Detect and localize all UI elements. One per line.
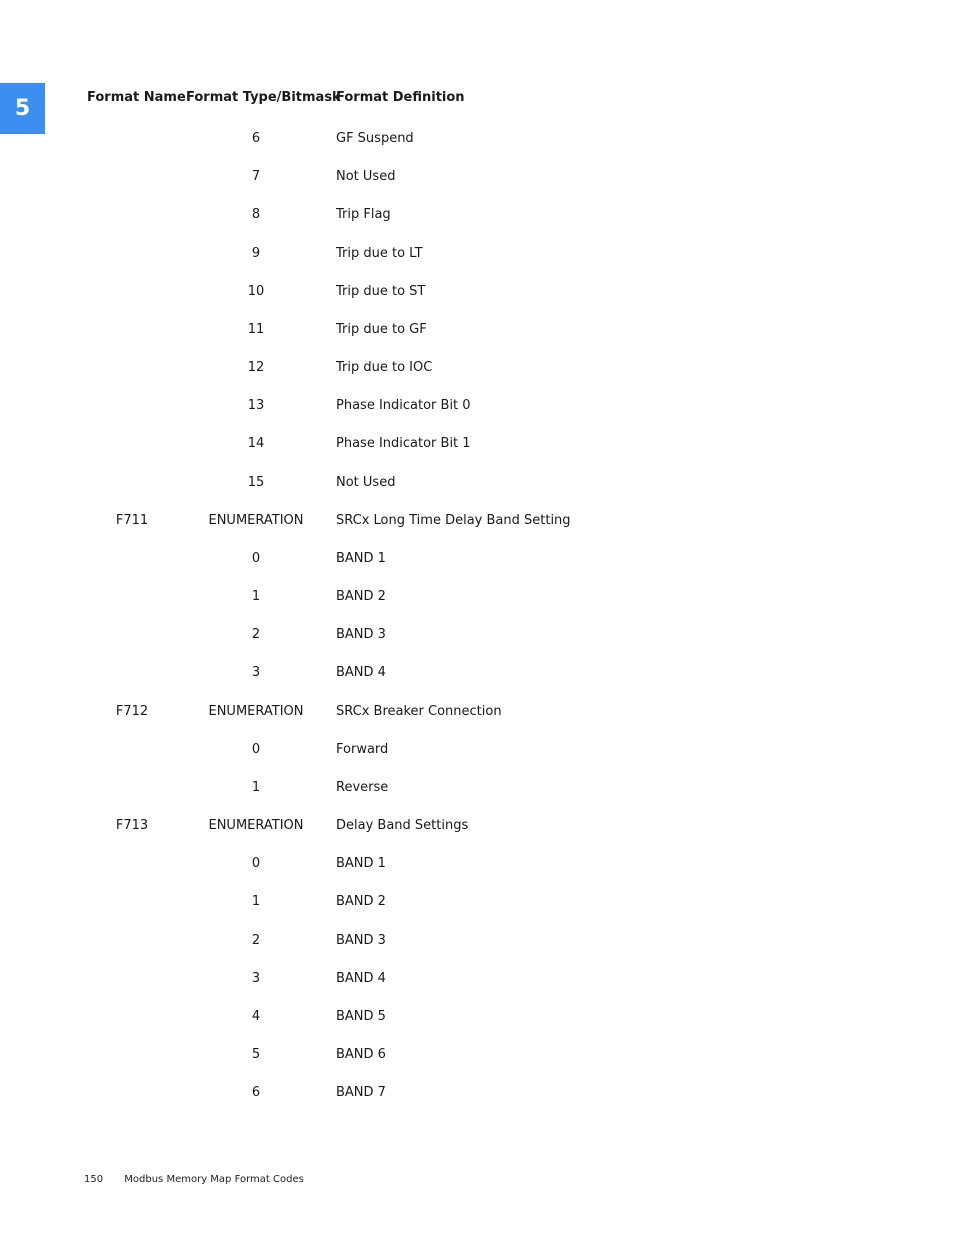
format-definition-cell: BAND 7: [336, 1085, 386, 1100]
format-definition-cell: Forward: [336, 742, 389, 757]
table-row: [0, 589, 954, 609]
format-type-cell: 5: [251, 1047, 261, 1062]
table-row: [0, 856, 954, 876]
format-definition-cell: SRCx Breaker Connection: [336, 704, 502, 719]
format-definition-cell: BAND 6: [336, 1047, 386, 1062]
format-definition-cell: Phase Indicator Bit 0: [336, 398, 471, 413]
table-row: [0, 971, 954, 991]
format-name-cell: F711: [115, 513, 149, 528]
format-definition-cell: BAND 2: [336, 589, 386, 604]
table-row: [0, 475, 954, 495]
table-header: [0, 90, 954, 110]
format-type-cell: 11: [247, 322, 265, 337]
header-format-type: Format Type/Bitmask: [186, 90, 341, 105]
table-row: [0, 169, 954, 189]
table-row: [0, 933, 954, 953]
format-definition-cell: BAND 4: [336, 971, 386, 986]
format-type-cell: 2: [251, 933, 261, 948]
format-type-cell: ENUMERATION: [208, 704, 304, 719]
table-row: [0, 1085, 954, 1105]
table-row: [0, 551, 954, 571]
table-row: [0, 1009, 954, 1029]
format-definition-cell: BAND 1: [336, 551, 386, 566]
table-row: [0, 704, 954, 724]
format-type-cell: 3: [251, 971, 261, 986]
format-type-cell: 3: [251, 665, 261, 680]
table-row: [0, 513, 954, 533]
format-type-cell: 0: [251, 742, 261, 757]
format-type-cell: 10: [247, 284, 265, 299]
header-format-definition: Format Definition: [336, 90, 465, 105]
format-type-cell: 4: [251, 1009, 261, 1024]
format-type-cell: 2: [251, 627, 261, 642]
format-name-cell: F712: [115, 704, 149, 719]
format-type-cell: 15: [247, 475, 265, 490]
format-type-cell: 1: [251, 894, 261, 909]
format-definition-cell: Phase Indicator Bit 1: [336, 436, 471, 451]
format-definition-cell: Delay Band Settings: [336, 818, 469, 833]
format-definition-cell: BAND 1: [336, 856, 386, 871]
chapter-tab: 5: [0, 83, 45, 134]
table-row: [0, 131, 954, 151]
format-type-cell: 12: [247, 360, 265, 375]
format-type-cell: 1: [251, 780, 261, 795]
table-row: [0, 398, 954, 418]
format-definition-cell: Not Used: [336, 475, 396, 490]
format-definition-cell: Not Used: [336, 169, 396, 184]
format-type-cell: 6: [251, 131, 261, 146]
page-footer: [84, 1174, 304, 1185]
table-row: [0, 780, 954, 800]
table-row: [0, 627, 954, 647]
format-definition-cell: Trip due to ST: [336, 284, 426, 299]
table-row: [0, 1047, 954, 1067]
format-type-cell: ENUMERATION: [208, 818, 304, 833]
format-definition-cell: Trip due to GF: [336, 322, 427, 337]
format-definition-cell: BAND 4: [336, 665, 386, 680]
format-definition-cell: SRCx Long Time Delay Band Setting: [336, 513, 571, 528]
format-type-cell: 13: [247, 398, 265, 413]
table-row: [0, 360, 954, 380]
format-type-cell: 7: [251, 169, 261, 184]
table-row: [0, 207, 954, 227]
header-format-name: Format Name: [87, 90, 186, 105]
format-definition-cell: Reverse: [336, 780, 389, 795]
format-type-cell: 1: [251, 589, 261, 604]
table-row: [0, 436, 954, 456]
format-definition-cell: BAND 5: [336, 1009, 386, 1024]
table-row: [0, 284, 954, 304]
table-row: [0, 322, 954, 342]
format-type-cell: 14: [247, 436, 265, 451]
table-row: [0, 742, 954, 762]
format-definition-cell: BAND 3: [336, 627, 386, 642]
format-type-cell: 8: [251, 207, 261, 222]
format-definition-cell: Trip due to LT: [336, 246, 423, 261]
table-row: [0, 246, 954, 266]
format-definition-cell: Trip due to IOC: [336, 360, 433, 375]
format-definition-cell: Trip Flag: [336, 207, 391, 222]
format-type-cell: 0: [251, 856, 261, 871]
format-type-cell: 6: [251, 1085, 261, 1100]
footer-section-title: Modbus Memory Map Format Codes: [124, 1174, 304, 1185]
format-definition-cell: BAND 2: [336, 894, 386, 909]
table-row: [0, 818, 954, 838]
format-type-cell: 0: [251, 551, 261, 566]
format-type-cell: ENUMERATION: [208, 513, 304, 528]
format-definition-cell: GF Suspend: [336, 131, 414, 146]
format-type-cell: 9: [251, 246, 261, 261]
table-row: [0, 665, 954, 685]
page-number: 150: [84, 1174, 104, 1185]
format-name-cell: F713: [115, 818, 149, 833]
table-row: [0, 894, 954, 914]
format-definition-cell: BAND 3: [336, 933, 386, 948]
